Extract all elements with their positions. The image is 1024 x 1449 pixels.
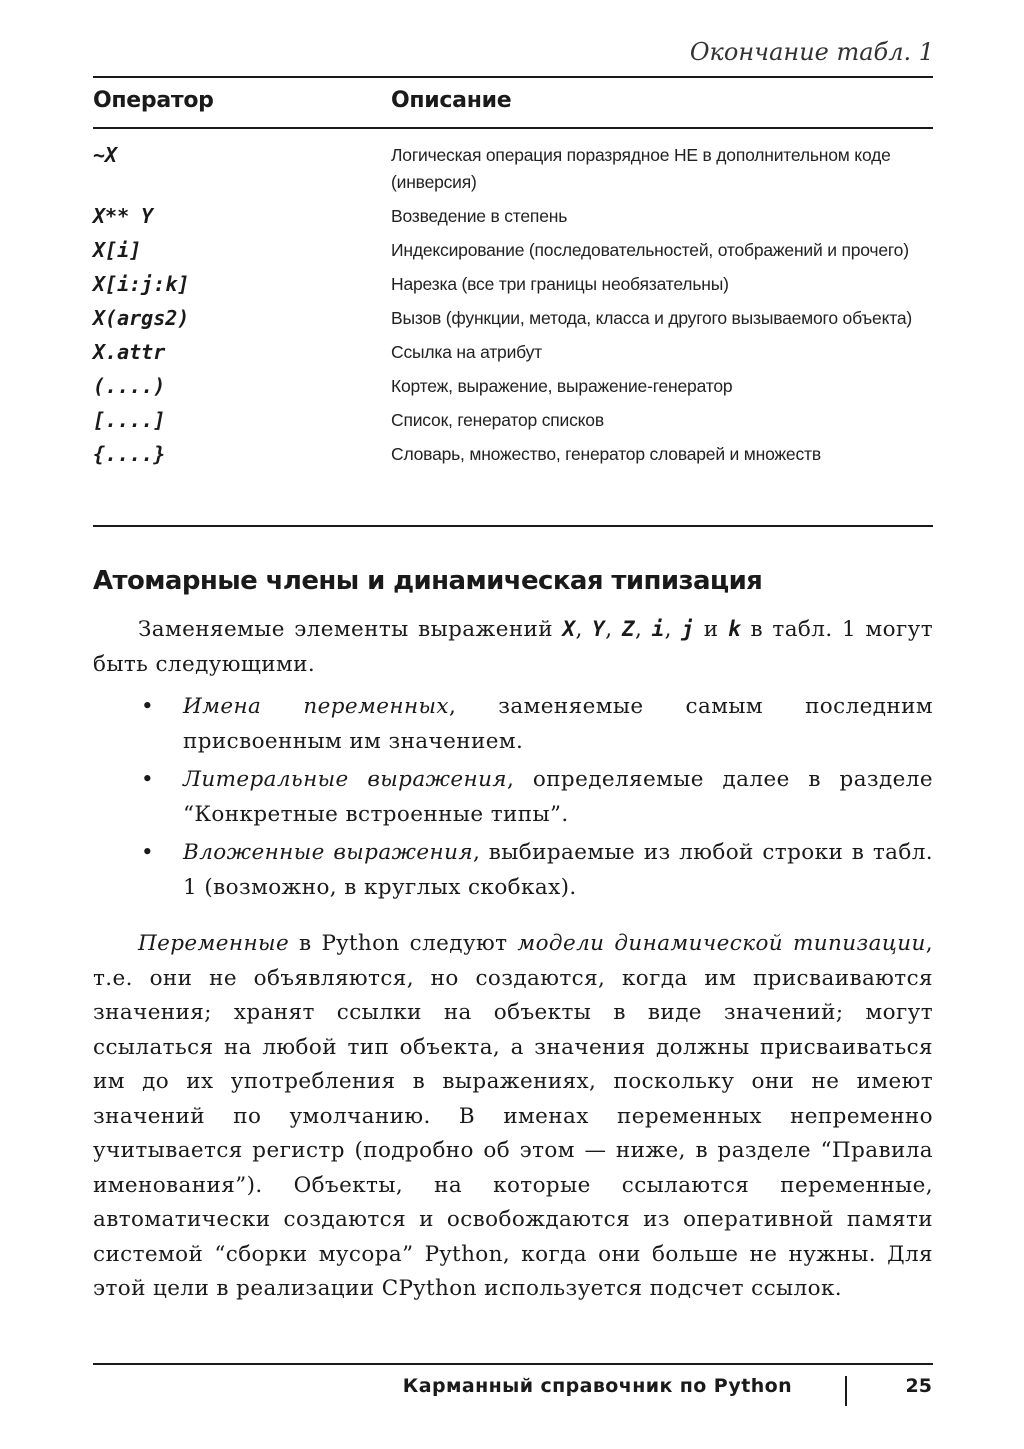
- code-var: k: [727, 617, 742, 641]
- intro-paragraph: [93, 612, 933, 682]
- body-paragraph: [93, 927, 933, 1307]
- code-var: Y: [592, 617, 606, 641]
- code-var: X: [562, 617, 576, 641]
- description-cell: Список, генератор списков: [391, 410, 604, 430]
- code-var: i: [651, 617, 665, 641]
- table-row: [93, 271, 933, 298]
- table-row: [93, 142, 933, 196]
- description-cell: Логическая операция поразрядное НЕ в дополнительном коде (инверсия): [391, 145, 891, 192]
- table-bottom-rule: [93, 525, 933, 527]
- footer-rule: [93, 1363, 933, 1365]
- operator-cell: X.attr: [93, 340, 166, 364]
- bullet-dot-icon: •: [141, 767, 155, 792]
- description-cell: Возведение в степень: [391, 206, 568, 226]
- table-row: [93, 441, 933, 468]
- table-header-operator: Оператор: [93, 88, 214, 113]
- bullet-dot-icon: •: [141, 694, 155, 719]
- code-var: j: [681, 617, 695, 641]
- intro-sep: и: [694, 617, 728, 642]
- table-row: [93, 305, 933, 332]
- bullet-term: Имена переменных: [183, 694, 449, 719]
- description-cell: Кортеж, выражение, выражение-генератор: [391, 376, 733, 396]
- table-row: [93, 407, 933, 434]
- operator-cell: (....): [93, 374, 166, 398]
- emphasis-text: Переменные: [138, 931, 290, 956]
- table-header-rule: [93, 127, 933, 129]
- emphasis-text: модели динамической типизации: [517, 931, 926, 956]
- bullet-term: Литеральные выражения: [183, 767, 507, 792]
- running-footer-title: Карманный справочник по Python: [402, 1375, 792, 1397]
- intro-sep: ,: [605, 617, 622, 642]
- table-header-description: Описание: [391, 88, 512, 113]
- operator-cell: X** Y: [93, 204, 154, 228]
- list-item: [93, 763, 933, 832]
- section-heading: Атомарные члены и динамическая типизация: [93, 566, 763, 596]
- operator-cell: X(args2): [93, 306, 190, 330]
- bullet-text: , определяемые далее в разделе “Конкретные встроенные типы”.: [183, 767, 933, 827]
- description-cell: Индексирование (последовательностей, отображений и прочего): [391, 240, 909, 260]
- intro-sep: ,: [575, 617, 593, 642]
- operator-cell: X[i:j:k]: [93, 272, 190, 296]
- bullet-list: [93, 690, 933, 909]
- table-row: [93, 203, 933, 230]
- operator-cell: {....}: [93, 442, 166, 466]
- table-row: [93, 373, 933, 400]
- description-cell: Вызов (функции, метода, класса и другого вызываемого объекта): [391, 308, 913, 328]
- operator-cell: X[i]: [93, 238, 142, 262]
- intro-sep: ,: [634, 617, 652, 642]
- bullet-text: , заменяемые самым последним присвоенным им значением.: [183, 694, 933, 754]
- operator-cell: [....]: [93, 408, 166, 432]
- table-continuation-caption: Окончание табл. 1: [689, 38, 934, 66]
- description-cell: Ссылка на атрибут: [391, 342, 542, 362]
- operator-table-body: [93, 142, 933, 475]
- footer-separator: [845, 1376, 847, 1406]
- bullet-term: Вложенные выражения: [183, 840, 473, 865]
- operator-cell: ~X: [93, 143, 118, 167]
- intro-sep: ,: [664, 617, 682, 642]
- bullet-text: , выбираемые из любой строки в табл. 1 (возможно, в круглых скобках).: [183, 840, 934, 900]
- table-row: [93, 339, 933, 366]
- list-item: [93, 836, 933, 905]
- bullet-dot-icon: •: [141, 840, 155, 865]
- intro-text: Заменяемые элементы выражений: [138, 617, 563, 642]
- description-cell: Словарь, множество, генератор словарей и множеств: [391, 444, 821, 464]
- paragraph-text: в Python следуют: [289, 931, 518, 956]
- page-number: 25: [905, 1375, 932, 1397]
- table-top-rule: [93, 76, 933, 78]
- list-item: [93, 690, 933, 759]
- code-var: Z: [621, 617, 635, 641]
- table-row: [93, 237, 933, 264]
- description-cell: Нарезка (все три границы необязательны): [391, 274, 729, 294]
- paragraph-text: , т.е. они не объявляются, но создаются, когда им присваиваются значения; хранят ссылки на объекты в виде значений; могут ссылаться на любой тип объекта, а значения должны присваиваться им до их употребления в выражениях, поскольку они не имеют значений по умолчанию. В именах переменных непременно учитывается регистр (подробно об этом — ниже, в разделе “Правила именования”). Объекты, на которые ссылаются переменные, автоматически создаются и освобождаются из оперативной памяти системой “сборки мусора” Python, когда они больше не нужны. Для этой цели в реализации CPython используется подсчет ссылок.: [93, 931, 933, 1301]
- intro-text: в табл. 1 могут быть следующими.: [93, 617, 933, 677]
